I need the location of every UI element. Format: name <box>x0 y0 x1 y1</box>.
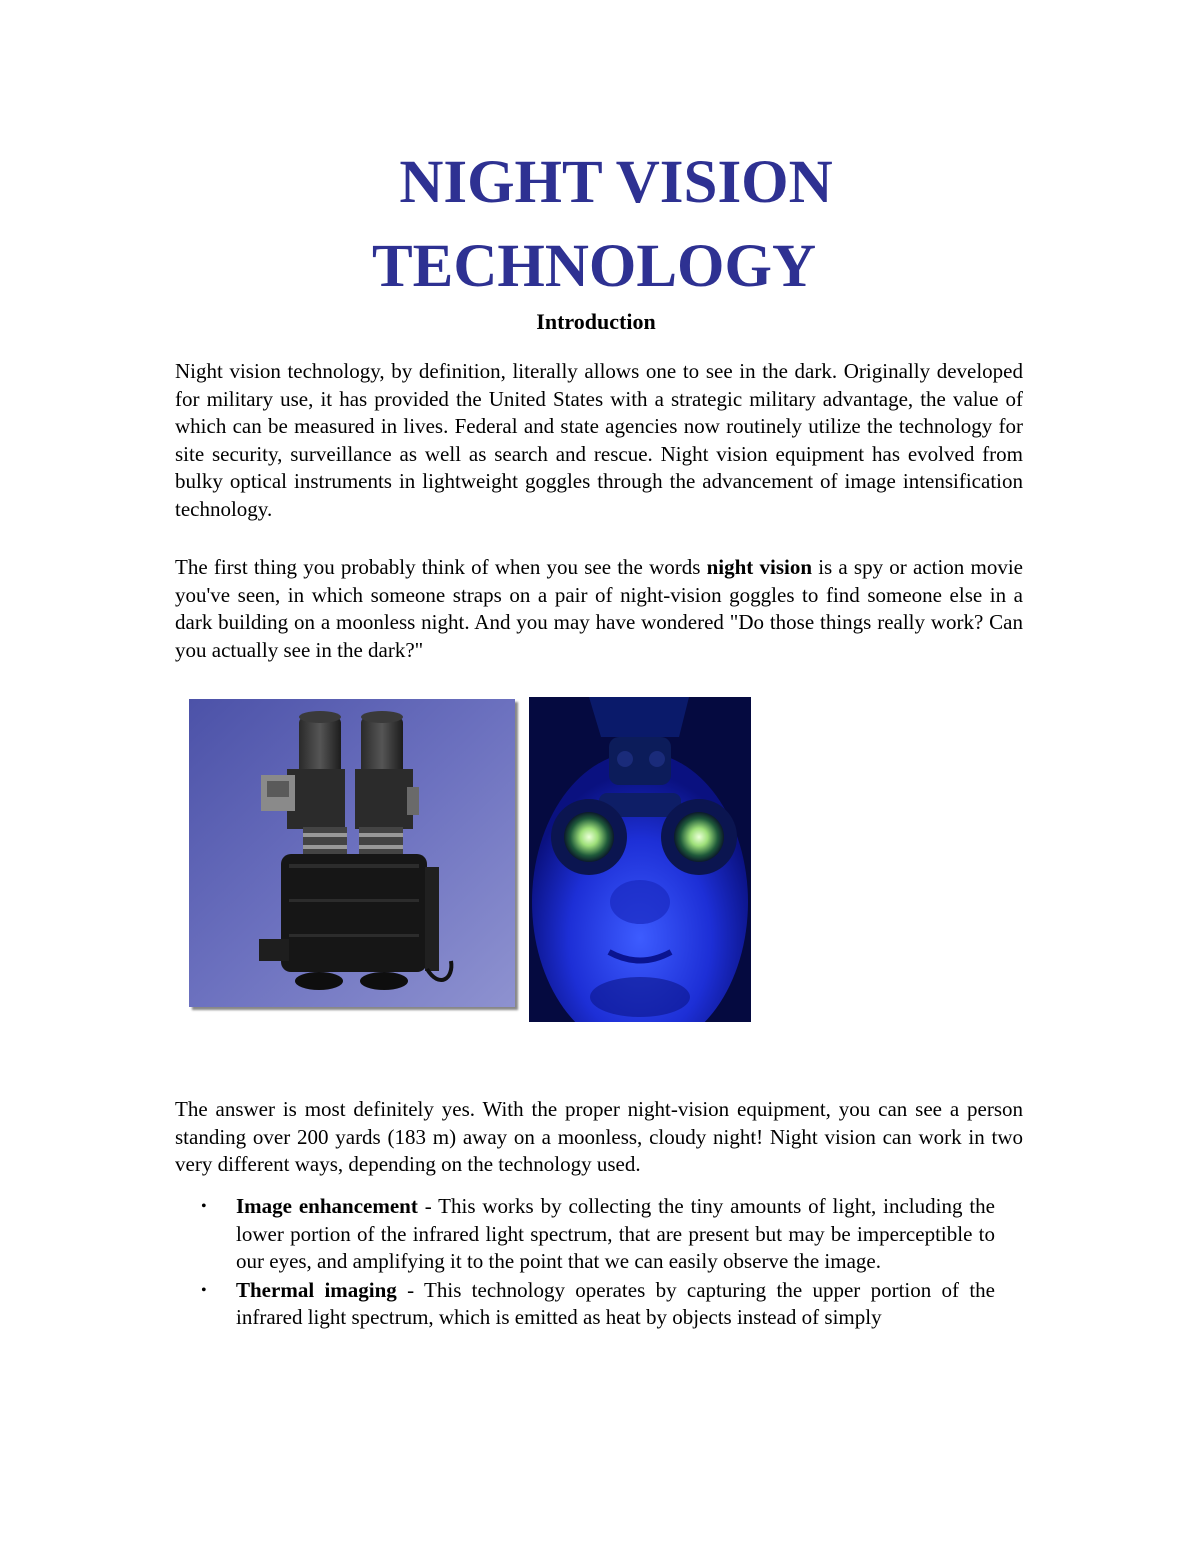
list-item-thermal-imaging <box>175 1277 995 1332</box>
movie-paragraph-end: is a spy or action movie you've seen, in which someone straps on a pair of night-vision goggles to find someone else in a dark building on a moonless night. And you may have wondered "Do those things really work? Can you actually see in the dark?" <box>175 555 1023 662</box>
title-line-1: NIGHT VISION <box>399 149 833 216</box>
binocular-device-photo <box>189 699 515 1007</box>
thermal-imaging-description: - This technology operates by capturing the upper portion of the infrared light spectrum, which is emitted as heat by objects instead of simply <box>236 1277 995 1330</box>
night-vision-term: night vision <box>706 555 813 579</box>
intro-paragraph: Night vision technology, by definition, literally allows one to see in the dark. Originally developed for military use, it has provided the United States with a strategic military advantage, the value of which can be measured in lives. Federal and state agencies now routinely utilize the technology for site security, surveillance as well as search and rescue. Night vision equipment has evolved from bulky optical instruments in lightweight goggles through the advancement of image intensification technology. <box>175 359 1023 521</box>
movie-paragraph <box>175 554 1023 664</box>
thermal-imaging-term: Thermal imaging <box>236 1277 397 1302</box>
movie-paragraph-start: The first thing you probably think of when you see the words <box>175 555 707 579</box>
list-item-image-enhancement <box>175 1193 995 1276</box>
section-heading-introduction: Introduction <box>536 309 656 334</box>
image-enhancement-term: Image enhancement <box>236 1194 418 1218</box>
technology-list <box>175 1193 995 1333</box>
title-line-2: TECHNOLOGY <box>371 233 816 300</box>
bullet-icon: • <box>201 1198 207 1215</box>
goggles-wearer-illustration <box>529 697 751 1022</box>
bullet-icon: • <box>201 1281 207 1299</box>
image-enhancement-description: - This works by collecting the tiny amounts of light, including the lower portion of the infrared light spectrum, that are present but may be imperceptible to our eyes, and amplifying it to the point that we can easily observe the image. <box>236 1194 995 1274</box>
goggles-wearer-photo <box>529 697 751 1022</box>
answer-paragraph: The answer is most definitely yes. With the proper night-vision equipment, you can see a person standing over 200 yards (183 m) away on a moonless, cloudy night! Night vision can work in two very different ways, depending on the technology used. <box>175 1097 1023 1177</box>
binocular-device-illustration <box>189 699 515 1007</box>
